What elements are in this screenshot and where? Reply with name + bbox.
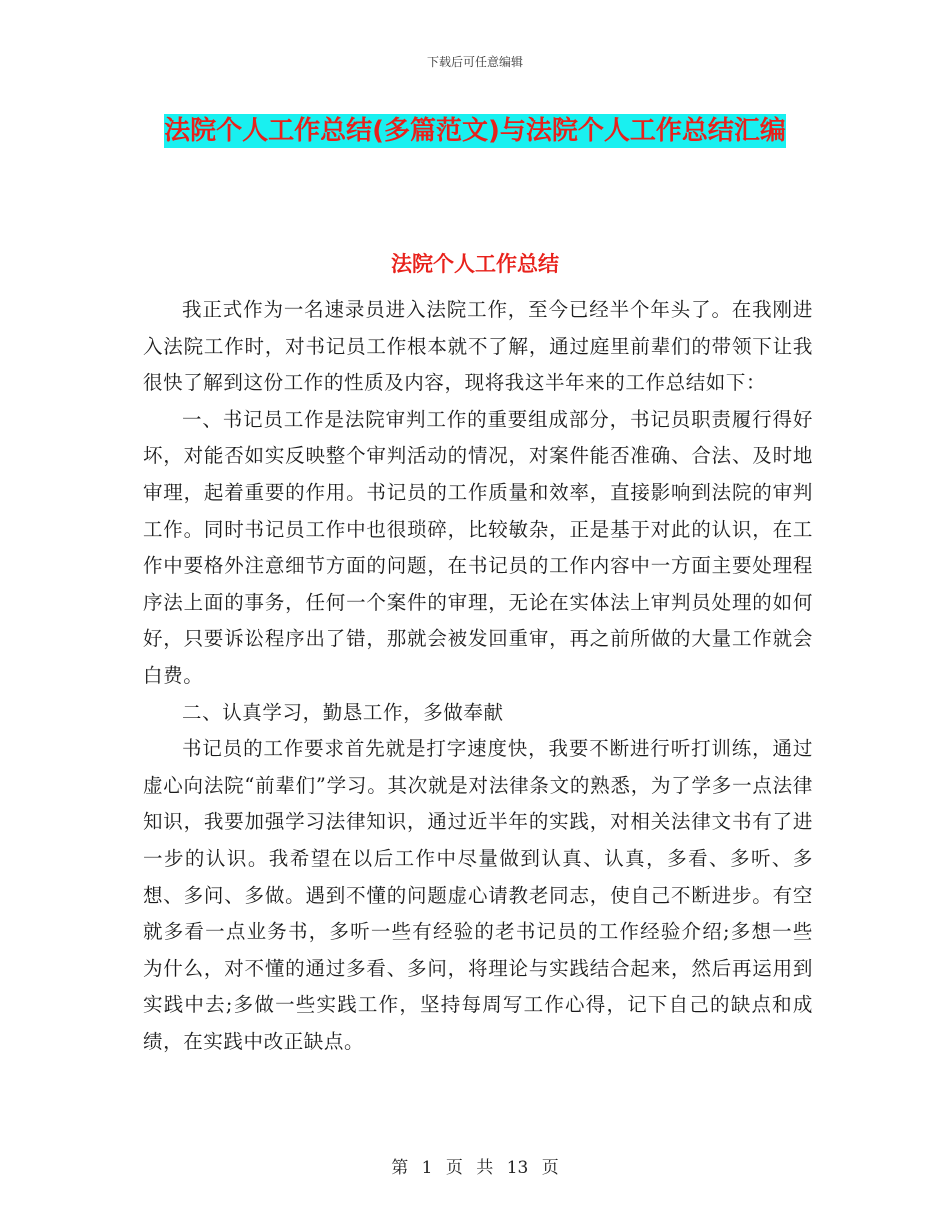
document-title-text: 法院个人工作总结(多篇范文)与法院个人工作总结汇编 — [164, 116, 786, 146]
paragraph: 我正式作为一名速录员进入法院工作，至今已经半个年头了。在我刚进入法院工作时，对书记员工作根本就不了解，通过庭里前辈们的带领下让我很快了解到这份工作的性质及内容，现将我这半年来的工作总结如下： — [143, 298, 813, 395]
document-title — [150, 108, 800, 154]
paragraph: 书记员的工作要求首先就是打字速度快，我要不断进行听打训练，通过虚心向法院“前辈们”学习。其次就是对法律条文的熟悉，为了学多一点法律知识，我要加强学习法律知识，通过近半年的实践，对相关法律文书有了进一步的认识。我希望在以后工作中尽量做到认真、认真，多看、多听、多想、多问、多做。遇到不懂的问题虚心请教老同志，使自己不断进步。有空就多看一点业务书，多听一些有经验的老书记员的工作经验介绍;多想一些为什么，对不懂的通过多看、多问，将理论与实践结合起来，然后再运用到实践中去;多做一些实践工作，坚持每周写工作心得，记下自己的缺点和成绩，在实践中改正缺点。 — [143, 737, 813, 1053]
document-body — [143, 292, 813, 1060]
section-title: 法院个人工作总结 — [391, 252, 559, 276]
paragraph: 一、书记员工作是法院审判工作的重要组成部分，书记员职责履行得好坏，对能否如实反映整个审判活动的情况，对案件能否准确、合法、及时地审理，起着重要的作用。书记员的工作质量和效率，直接影响到法院的审判工作。同时书记员工作中也很琐碎，比较敏杂，正是基于对此的认识，在工作中要格外注意细节方面的问题，在书记员的工作内容中一方面主要处理程序法上面的事务，任何一个案件的审理，无论在实体法上审判员处理的如何好，只要诉讼程序出了错，那就会被发回重审，再之前所做的大量工作就会白费。 — [143, 407, 813, 687]
paragraph: 二、认真学习，勤恳工作，多做奉献 — [182, 700, 504, 724]
header-note: 下载后可任意编辑 — [426, 55, 523, 69]
page-footer: 第 1 页 共 13 页 — [391, 1158, 559, 1178]
